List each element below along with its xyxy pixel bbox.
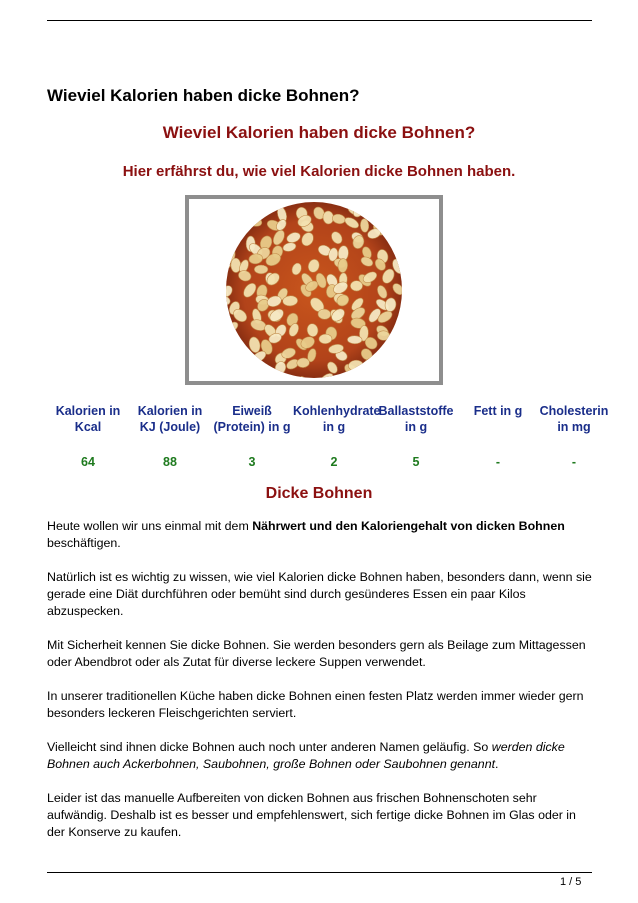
bean-shape bbox=[229, 216, 246, 234]
paragraph: Leider ist das manuelle Aufbereiten von dicken Bohnen aus frischen Bohnenschoten sehr aufwändig. Deshalb ist es besser und empfehlenswert, sich fertige dicke Bohnen im Glas oder in der Konserve zu kaufen. bbox=[47, 791, 576, 839]
value-protein: 3 bbox=[248, 455, 256, 469]
bean-shape bbox=[350, 280, 363, 291]
nutrition-col-kj bbox=[129, 403, 211, 469]
paragraph-text: Vielleicht sind ihnen dicke Bohnen auch noch unter anderen Namen geläufig. So bbox=[47, 740, 492, 754]
value-fat: - bbox=[495, 455, 501, 469]
nutrition-col-cholesterol bbox=[533, 403, 615, 469]
bean-shape bbox=[347, 336, 362, 344]
bean-shape bbox=[206, 358, 223, 376]
bean-shape bbox=[399, 241, 413, 252]
bean-shape bbox=[393, 371, 408, 381]
bean-shape bbox=[408, 265, 422, 277]
header-carbs: Kohlenhydrate in g bbox=[293, 404, 381, 434]
nutrition-col-protein bbox=[211, 403, 293, 469]
paragraph: Natürlich ist es wichtig zu wissen, wie viel Kalorien dicke Bohnen haben, besonders dann, wenn sie gerade eine Diät durchführen oder bemüht sind durch gesünderes Essen ein paar Kilos abzuspecken. bbox=[47, 570, 592, 618]
article-body bbox=[47, 518, 597, 858]
bean-shape bbox=[381, 376, 395, 381]
value-kj: 88 bbox=[163, 455, 177, 469]
paragraph-italic: werden dicke Bohnen auch Ackerbohnen, Saubohnen, große Bohnen oder Saubohnen genannt bbox=[47, 740, 565, 771]
bean-shape bbox=[215, 275, 227, 289]
paragraph: In unserer traditionellen Küche haben dicke Bohnen einen festen Platz werden immer wieder gern besonders leckeren Fleischgerichten serviert. bbox=[47, 689, 584, 720]
bean-shape bbox=[223, 362, 239, 377]
page-heading: Wieviel Kalorien haben dicke Bohnen? bbox=[162, 123, 476, 142]
value-cholesterol: - bbox=[571, 455, 577, 469]
document-title: Wieviel Kalorien haben dicke Bohnen? bbox=[47, 86, 360, 105]
bean-shape bbox=[212, 233, 224, 248]
paragraph bbox=[47, 518, 597, 552]
bean-shape bbox=[384, 345, 398, 358]
section-title: Dicke Bohnen bbox=[265, 485, 373, 502]
bean-shape bbox=[229, 207, 245, 224]
bean-shape bbox=[201, 346, 218, 358]
page-number: 1 / 5 bbox=[560, 876, 582, 888]
bean-shape bbox=[215, 208, 226, 222]
nutrition-col-carbs bbox=[293, 403, 381, 469]
beans-image bbox=[189, 199, 439, 381]
header-fat: Fett in g bbox=[473, 404, 523, 418]
bean-shape bbox=[378, 206, 390, 221]
bean-shape bbox=[268, 375, 285, 381]
bean-shape bbox=[219, 321, 235, 333]
bean-shape bbox=[408, 310, 417, 324]
bean-shape bbox=[241, 203, 256, 220]
value-carbs: 2 bbox=[330, 455, 338, 469]
paragraph bbox=[47, 739, 597, 773]
bean-shape bbox=[205, 336, 221, 351]
beans-photo bbox=[185, 195, 443, 385]
page-subheading: Hier erfährst du, wie viel Kalorien dicke Bohnen haben. bbox=[122, 163, 516, 180]
header-kj: Kalorien in KJ (Joule) bbox=[137, 404, 203, 434]
nutrition-col-fat bbox=[457, 403, 539, 469]
bean-shape bbox=[392, 364, 403, 380]
top-rule bbox=[47, 20, 592, 21]
bean-shape bbox=[397, 217, 412, 229]
value-fiber: 5 bbox=[412, 455, 420, 469]
bean-shape bbox=[251, 369, 266, 381]
nutrition-col-kcal bbox=[47, 403, 129, 469]
bean-shape bbox=[377, 331, 390, 341]
paragraph-bold: Nährwert und den Kaloriengehalt von dicken Bohnen bbox=[252, 519, 565, 533]
bean-shape bbox=[313, 378, 328, 381]
nutrition-col-fiber bbox=[375, 403, 457, 469]
bean-shape bbox=[218, 219, 232, 235]
bean-shape bbox=[249, 360, 263, 378]
header-kcal: Kalorien in Kcal bbox=[55, 404, 121, 434]
bean-shape bbox=[216, 231, 233, 244]
bean-shape bbox=[403, 249, 415, 265]
bean-shape bbox=[409, 279, 425, 291]
value-kcal: 64 bbox=[81, 455, 95, 469]
bean-shape bbox=[319, 334, 332, 344]
bean-shape bbox=[253, 203, 267, 213]
bean-shape bbox=[211, 375, 221, 381]
header-fiber: Ballaststoffe in g bbox=[378, 404, 454, 434]
bean-shape bbox=[355, 375, 371, 381]
bean-shape bbox=[409, 213, 423, 223]
bean-shape bbox=[254, 265, 268, 274]
bean-shape bbox=[250, 361, 266, 374]
bean-shape bbox=[219, 243, 232, 259]
bean-shape bbox=[413, 294, 428, 307]
bean-shape bbox=[388, 231, 401, 247]
paragraph: Mit Sicherheit kennen Sie dicke Bohnen. Sie werden besonders gern als Beilage zum Mittagessen oder Abendbrot oder als Zutat für diverse leckere Suppen verwendet. bbox=[47, 638, 586, 669]
bean-shape bbox=[381, 205, 396, 220]
bean-shape bbox=[405, 231, 417, 245]
bean-shape bbox=[343, 373, 358, 381]
bean-shape bbox=[403, 323, 414, 338]
bottom-rule bbox=[47, 872, 592, 873]
bean-shape bbox=[220, 372, 237, 381]
paragraph-text: Heute wollen wir uns einmal mit dem bbox=[47, 519, 253, 533]
bean-shape bbox=[408, 336, 421, 352]
header-protein: Eiweiß (Protein) in g bbox=[213, 404, 291, 434]
paragraph-text: . bbox=[495, 757, 499, 771]
bean-shape bbox=[393, 357, 408, 369]
paragraph-text: beschäftigen. bbox=[47, 536, 121, 550]
bean-shape bbox=[393, 345, 409, 358]
header-cholesterol: Cholesterin in mg bbox=[539, 404, 609, 434]
bean-shape bbox=[238, 373, 254, 381]
bean-shape bbox=[368, 373, 386, 381]
bean-shape bbox=[393, 203, 410, 217]
bean-shape bbox=[377, 350, 386, 366]
bean-shape bbox=[401, 256, 415, 273]
bean-shape bbox=[220, 337, 234, 352]
